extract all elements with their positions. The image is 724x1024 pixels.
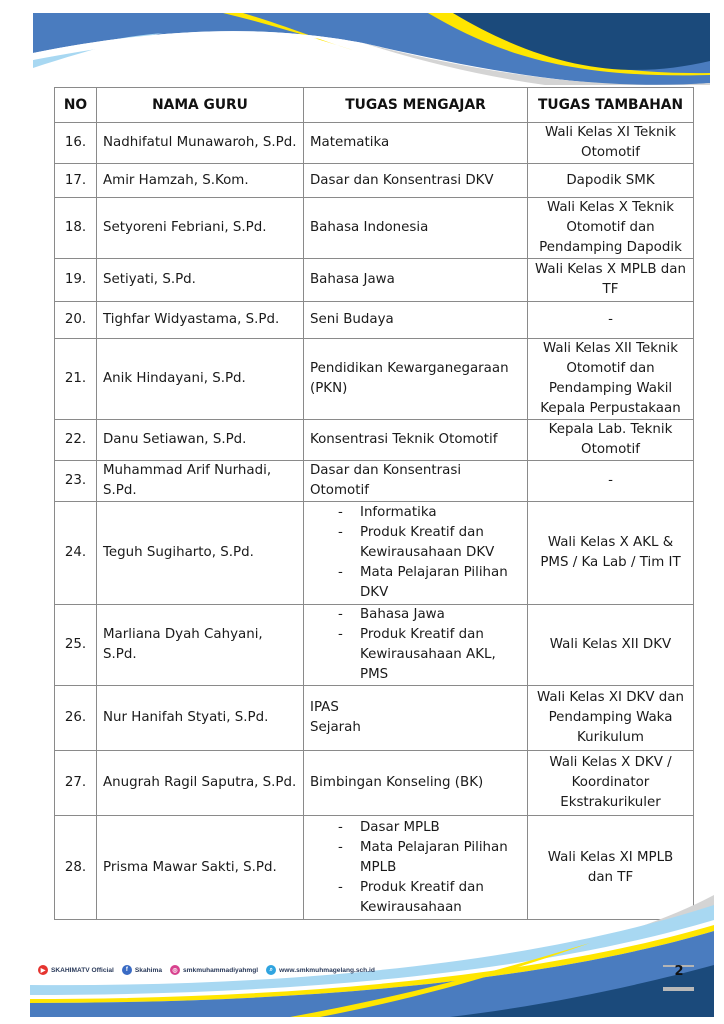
header-no: NO xyxy=(55,88,97,123)
table-row xyxy=(55,461,694,502)
cell-no: 28. xyxy=(55,816,97,920)
cell-no: 23. xyxy=(55,461,97,502)
subject-line: - Mata Pelajaran Pilihan xyxy=(360,839,508,855)
cell-tugas-mengajar xyxy=(304,605,528,686)
footer-link-label: smkmuhammadiyahmgl xyxy=(183,966,259,974)
tambahan-line: Wali Kelas XII Teknik xyxy=(543,341,678,356)
cell-nama-guru: Anik Hindayani, S.Pd. xyxy=(97,339,304,420)
tambahan-line: Otomotif dan xyxy=(566,220,655,235)
table-row xyxy=(55,164,694,198)
footer-link-website[interactable] xyxy=(266,965,375,975)
page-number: 2 xyxy=(674,964,684,979)
table-row xyxy=(55,502,694,605)
header-wave-banner xyxy=(33,13,710,85)
cell-no: 21. xyxy=(55,339,97,420)
footer-link-label: SKAHIMATV Official xyxy=(51,966,114,974)
subject-line: - Informatika xyxy=(360,505,437,520)
subject-list-item xyxy=(338,563,521,603)
tambahan-line: - xyxy=(608,473,613,488)
cell-tugas-mengajar: Dasar dan Konsentrasi DKV xyxy=(304,164,528,198)
subject-line: (PKN) xyxy=(310,381,348,396)
cell-nama-guru: Setyoreni Febriani, S.Pd. xyxy=(97,198,304,259)
subject-line: - Mata Pelajaran Pilihan xyxy=(360,565,508,580)
subject-line: Sejarah xyxy=(310,720,361,735)
cell-tugas-tambahan xyxy=(528,339,694,420)
cell-no: 22. xyxy=(55,420,97,461)
cell-tugas-tambahan xyxy=(528,164,694,198)
tambahan-line: Otomotif dan xyxy=(566,361,655,376)
subject-line: - Dasar MPLB xyxy=(360,819,440,835)
subject-list-item xyxy=(338,605,521,625)
cell-nama-guru: Danu Setiawan, S.Pd. xyxy=(97,420,304,461)
subject-line: - Bahasa Jawa xyxy=(360,607,445,622)
subject-line: DKV xyxy=(360,585,389,600)
tambahan-line: dan TF xyxy=(587,869,634,885)
nama-line: Muhammad Arif Nurhadi, xyxy=(103,463,272,478)
footer-link-label: www.smkmuhmagelang.sch.id xyxy=(279,966,375,974)
cell-tugas-tambahan xyxy=(528,502,694,605)
footer-social-links xyxy=(38,965,379,975)
cell-nama-guru: Prisma Mawar Sakti, S.Pd. xyxy=(97,816,304,920)
subject-list xyxy=(310,605,521,685)
tambahan-line: Wali Kelas XI DKV dan xyxy=(537,690,684,705)
cell-tugas-tambahan xyxy=(528,751,694,816)
tambahan-line: Otomotif xyxy=(581,442,640,457)
cell-tugas-mengajar: Matematika xyxy=(304,123,528,164)
cell-tugas-tambahan xyxy=(528,686,694,751)
subject-line: - Produk Kreatif dan xyxy=(360,879,484,895)
tambahan-line: Pendamping Dapodik xyxy=(539,240,682,255)
subject-line: - Produk Kreatif dan xyxy=(360,525,484,540)
table-row xyxy=(55,420,694,461)
cell-no: 20. xyxy=(55,302,97,339)
tambahan-line: Dapodik SMK xyxy=(566,172,655,188)
web-icon: ⌕ xyxy=(266,965,276,975)
tambahan-line: Kepala Perpustakaan xyxy=(540,401,681,416)
facebook-icon: f xyxy=(122,965,132,975)
cell-tugas-mengajar xyxy=(304,502,528,605)
subject-line: Pendidikan Kewarganegaraan xyxy=(310,361,509,376)
cell-tugas-mengajar: Dasar dan Konsentrasi Otomotif xyxy=(304,461,528,502)
cell-tugas-tambahan xyxy=(528,461,694,502)
subject-list-item xyxy=(338,838,521,878)
cell-tugas-mengajar xyxy=(304,686,528,751)
tambahan-line: Wali Kelas XI Teknik xyxy=(544,125,677,140)
cell-tugas-tambahan xyxy=(528,605,694,686)
table-row xyxy=(55,605,694,686)
cell-tugas-mengajar: Bahasa Jawa xyxy=(304,259,528,302)
cell-no: 18. xyxy=(55,198,97,259)
table-row xyxy=(55,339,694,420)
cell-no: 24. xyxy=(55,502,97,605)
cell-tugas-tambahan xyxy=(528,198,694,259)
cell-tugas-tambahan xyxy=(528,420,694,461)
cell-no: 19. xyxy=(55,259,97,302)
tambahan-line: Wali Kelas X AKL & xyxy=(547,535,674,550)
cell-no: 16. xyxy=(55,123,97,164)
table-row xyxy=(55,123,694,164)
table-row xyxy=(55,198,694,259)
nama-line: S.Pd. xyxy=(103,483,137,498)
tambahan-line: Wali Kelas X MPLB dan xyxy=(535,262,686,277)
instagram-icon: ◎ xyxy=(170,965,180,975)
tambahan-line: Wali Kelas X DKV / xyxy=(549,755,672,770)
cell-nama-guru: Setiyati, S.Pd. xyxy=(97,259,304,302)
subject-list-item xyxy=(338,523,521,563)
tambahan-line: Wali Kelas X Teknik xyxy=(546,200,675,215)
cell-nama-guru: Nur Hanifah Styati, S.Pd. xyxy=(97,686,304,751)
subject-line: IPAS xyxy=(310,700,339,715)
tambahan-line: Pendamping Waka xyxy=(548,710,673,725)
tambahan-line: Otomotif xyxy=(581,145,640,160)
cell-nama-guru: Amir Hamzah, S.Kom. xyxy=(97,164,304,198)
cell-nama-guru: Teguh Sugiharto, S.Pd. xyxy=(97,502,304,605)
cell-tugas-tambahan xyxy=(528,259,694,302)
cell-nama-guru: Marliana Dyah Cahyani, S.Pd. xyxy=(97,605,304,686)
cell-tugas-mengajar: Bahasa Indonesia xyxy=(304,198,528,259)
cell-tugas-tambahan xyxy=(528,123,694,164)
cell-tugas-mengajar: Seni Budaya xyxy=(304,302,528,339)
cell-no: 25. xyxy=(55,605,97,686)
youtube-icon: ▶ xyxy=(38,965,48,975)
tambahan-line: Kepala Lab. Teknik xyxy=(548,422,673,437)
subject-line: - Produk Kreatif dan xyxy=(360,627,484,642)
subject-line: Kewirausahaan AKL, PMS xyxy=(360,647,496,682)
teacher-assignment-table xyxy=(54,87,694,920)
cell-nama-guru: Tighfar Widyastama, S.Pd. xyxy=(97,302,304,339)
tambahan-line: Ekstrakurikuler xyxy=(560,795,661,810)
tambahan-line: Pendamping Wakil xyxy=(548,381,673,396)
subject-line: Kewirausahaan DKV xyxy=(360,545,495,560)
cell-nama-guru: Anugrah Ragil Saputra, S.Pd. xyxy=(97,751,304,816)
footer-link-instagram[interactable] xyxy=(170,965,258,975)
cell-tugas-mengajar: Konsentrasi Teknik Otomotif xyxy=(304,420,528,461)
cell-nama-guru xyxy=(97,461,304,502)
cell-tugas-mengajar xyxy=(304,339,528,420)
tambahan-line: Kurikulum xyxy=(577,730,644,745)
table-row xyxy=(55,686,694,751)
subject-line: Kewirausahaan xyxy=(360,899,462,915)
footer-link-label: Skahima xyxy=(134,966,163,974)
cell-no: 26. xyxy=(55,686,97,751)
cell-nama-guru: Nadhifatul Munawaroh, S.Pd. xyxy=(97,123,304,164)
cell-no: 17. xyxy=(55,164,97,198)
subject-list-item xyxy=(338,818,521,838)
page-number-bottom-rule xyxy=(663,987,694,991)
cell-no: 27. xyxy=(55,751,97,816)
tambahan-line: Koordinator xyxy=(571,775,650,790)
subject-line: MPLB xyxy=(360,859,397,875)
tambahan-line: Wali Kelas XII DKV xyxy=(549,637,672,652)
table-header-row xyxy=(55,88,694,123)
footer-link-youtube[interactable] xyxy=(38,965,114,975)
header-nama-guru: NAMA GURU xyxy=(97,88,304,123)
subject-list-item xyxy=(338,625,521,685)
table-row xyxy=(55,259,694,302)
cell-tugas-mengajar: Bimbingan Konseling (BK) xyxy=(304,751,528,816)
table-row xyxy=(55,751,694,816)
tambahan-line: TF xyxy=(602,282,619,297)
table-row xyxy=(55,302,694,339)
header-tugas-mengajar: TUGAS MENGAJAR xyxy=(304,88,528,123)
footer-link-facebook[interactable] xyxy=(122,965,162,975)
subject-list xyxy=(310,503,521,603)
tambahan-line: PMS / Ka Lab / Tim IT xyxy=(540,555,681,570)
subject-list-item xyxy=(338,503,521,523)
tambahan-line: - xyxy=(608,312,613,327)
cell-tugas-tambahan xyxy=(528,302,694,339)
tambahan-line: Wali Kelas XI MPLB xyxy=(547,849,674,865)
header-tugas-tambahan: TUGAS TAMBAHAN xyxy=(528,88,694,123)
footer-wave-banner xyxy=(30,895,714,1020)
